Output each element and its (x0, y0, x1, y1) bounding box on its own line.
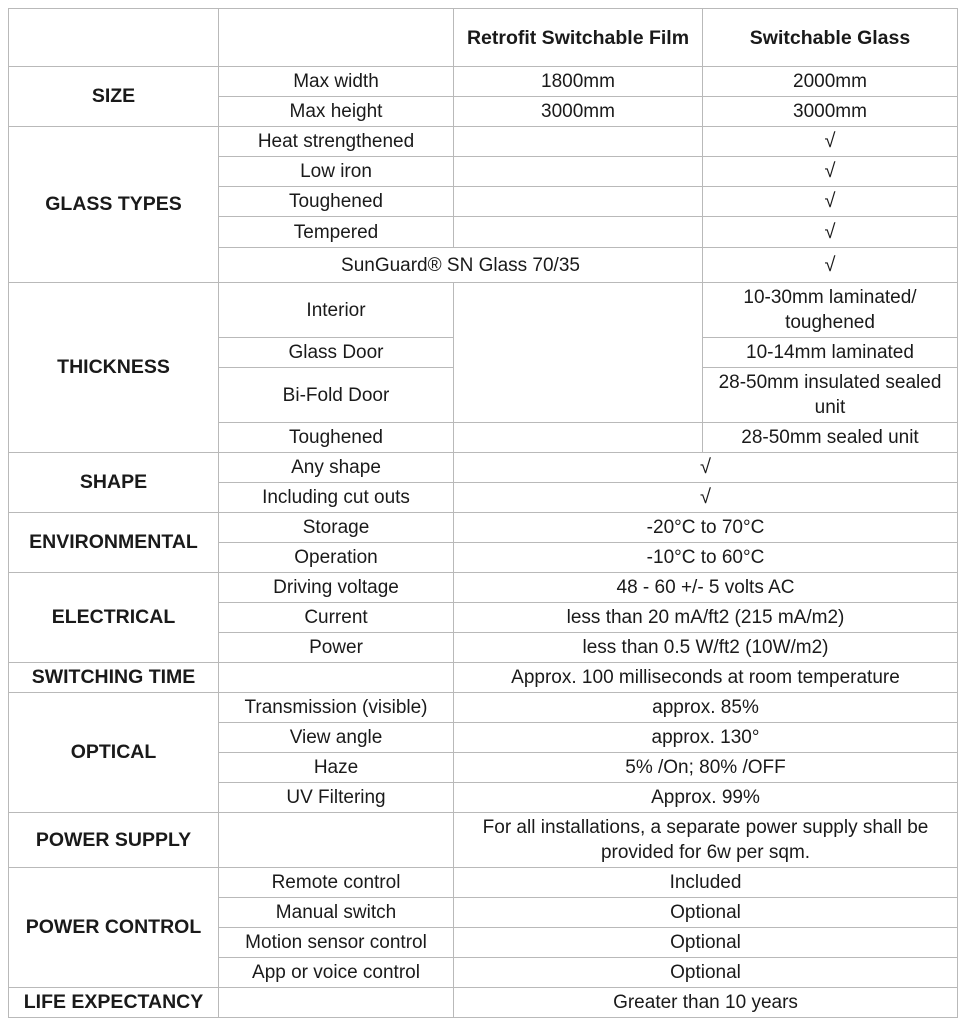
row-value: Included (454, 868, 958, 898)
check-mark: √ (703, 157, 958, 187)
row-label: Bi-Fold Door (219, 368, 454, 423)
glass-value: 28-50mm insulated sealed unit (703, 368, 958, 423)
row-label: Tempered (219, 217, 454, 248)
film-value: 1800mm (454, 67, 703, 97)
film-value (454, 217, 703, 248)
check-mark: √ (703, 217, 958, 248)
category-shape: SHAPE (9, 453, 219, 513)
row-value: less than 0.5 W/ft2 (10W/m2) (454, 633, 958, 663)
row-value: For all installations, a separate power supply shall be provided for 6w per sqm. (454, 813, 958, 868)
row-label: Including cut outs (219, 483, 454, 513)
row-label: Manual switch (219, 898, 454, 928)
row-label: Max height (219, 97, 454, 127)
header-retrofit-film: Retrofit Switchable Film (454, 9, 703, 67)
row-value: approx. 130° (454, 723, 958, 753)
row-label: Any shape (219, 453, 454, 483)
table-row (9, 127, 958, 157)
check-mark: √ (703, 248, 958, 283)
check-mark: √ (703, 127, 958, 157)
spec-table (8, 8, 958, 1018)
table-row (9, 67, 958, 97)
row-label (219, 813, 454, 868)
film-value (454, 187, 703, 217)
check-mark: √ (703, 187, 958, 217)
row-label: Heat strengthened (219, 127, 454, 157)
category-size: SIZE (9, 67, 219, 127)
glass-value: 10-14mm laminated (703, 338, 958, 368)
row-value: Greater than 10 years (454, 988, 958, 1018)
row-value: 48 - 60 +/- 5 volts AC (454, 573, 958, 603)
table-row (9, 813, 958, 868)
category-switching-time: SWITCHING TIME (9, 663, 219, 693)
header-switchable-glass: Switchable Glass (703, 9, 958, 67)
glass-value: 28-50mm sealed unit (703, 423, 958, 453)
table-row (9, 663, 958, 693)
row-label: Motion sensor control (219, 928, 454, 958)
row-label (219, 988, 454, 1018)
category-power-control: POWER CONTROL (9, 868, 219, 988)
row-value: Optional (454, 958, 958, 988)
film-value: 3000mm (454, 97, 703, 127)
table-row (9, 453, 958, 483)
row-value: less than 20 mA/ft2 (215 mA/m2) (454, 603, 958, 633)
row-label: Glass Door (219, 338, 454, 368)
category-electrical: ELECTRICAL (9, 573, 219, 663)
table-row (9, 693, 958, 723)
row-label: Driving voltage (219, 573, 454, 603)
glass-value: 3000mm (703, 97, 958, 127)
header-blank-1 (9, 9, 219, 67)
table-row (9, 573, 958, 603)
row-label: Power (219, 633, 454, 663)
row-value: -20°C to 70°C (454, 513, 958, 543)
table-row (9, 283, 958, 338)
row-label: Interior (219, 283, 454, 338)
row-label: UV Filtering (219, 783, 454, 813)
category-environmental: ENVIRONMENTAL (9, 513, 219, 573)
row-label: Low iron (219, 157, 454, 187)
glass-value: 2000mm (703, 67, 958, 97)
film-value (454, 127, 703, 157)
row-value: -10°C to 60°C (454, 543, 958, 573)
row-value: 5% /On; 80% /OFF (454, 753, 958, 783)
check-mark: √ (454, 453, 958, 483)
category-glass-types: GLASS TYPES (9, 127, 219, 283)
category-optical: OPTICAL (9, 693, 219, 813)
row-label: Max width (219, 67, 454, 97)
row-label: View angle (219, 723, 454, 753)
row-value: Optional (454, 898, 958, 928)
row-label: Haze (219, 753, 454, 783)
film-empty-cell (454, 423, 703, 453)
row-label: Current (219, 603, 454, 633)
category-power-supply: POWER SUPPLY (9, 813, 219, 868)
glass-value: 10-30mm laminated/ toughened (703, 283, 958, 338)
film-value (454, 157, 703, 187)
header-blank-2 (219, 9, 454, 67)
film-empty-cell (454, 283, 703, 423)
row-value: approx. 85% (454, 693, 958, 723)
row-label: Transmission (visible) (219, 693, 454, 723)
row-label: Remote control (219, 868, 454, 898)
row-value: Approx. 99% (454, 783, 958, 813)
row-label (219, 663, 454, 693)
row-label: SunGuard® SN Glass 70/35 (219, 248, 703, 283)
row-label: Storage (219, 513, 454, 543)
row-label: Toughened (219, 423, 454, 453)
row-label: Toughened (219, 187, 454, 217)
header-row (9, 9, 958, 67)
category-thickness: THICKNESS (9, 283, 219, 453)
row-label: App or voice control (219, 958, 454, 988)
check-mark: √ (454, 483, 958, 513)
row-label: Operation (219, 543, 454, 573)
category-life-expectancy: LIFE EXPECTANCY (9, 988, 219, 1018)
row-value: Approx. 100 milliseconds at room temperature (454, 663, 958, 693)
row-value: Optional (454, 928, 958, 958)
table-row (9, 988, 958, 1018)
table-row (9, 513, 958, 543)
table-row (9, 868, 958, 898)
